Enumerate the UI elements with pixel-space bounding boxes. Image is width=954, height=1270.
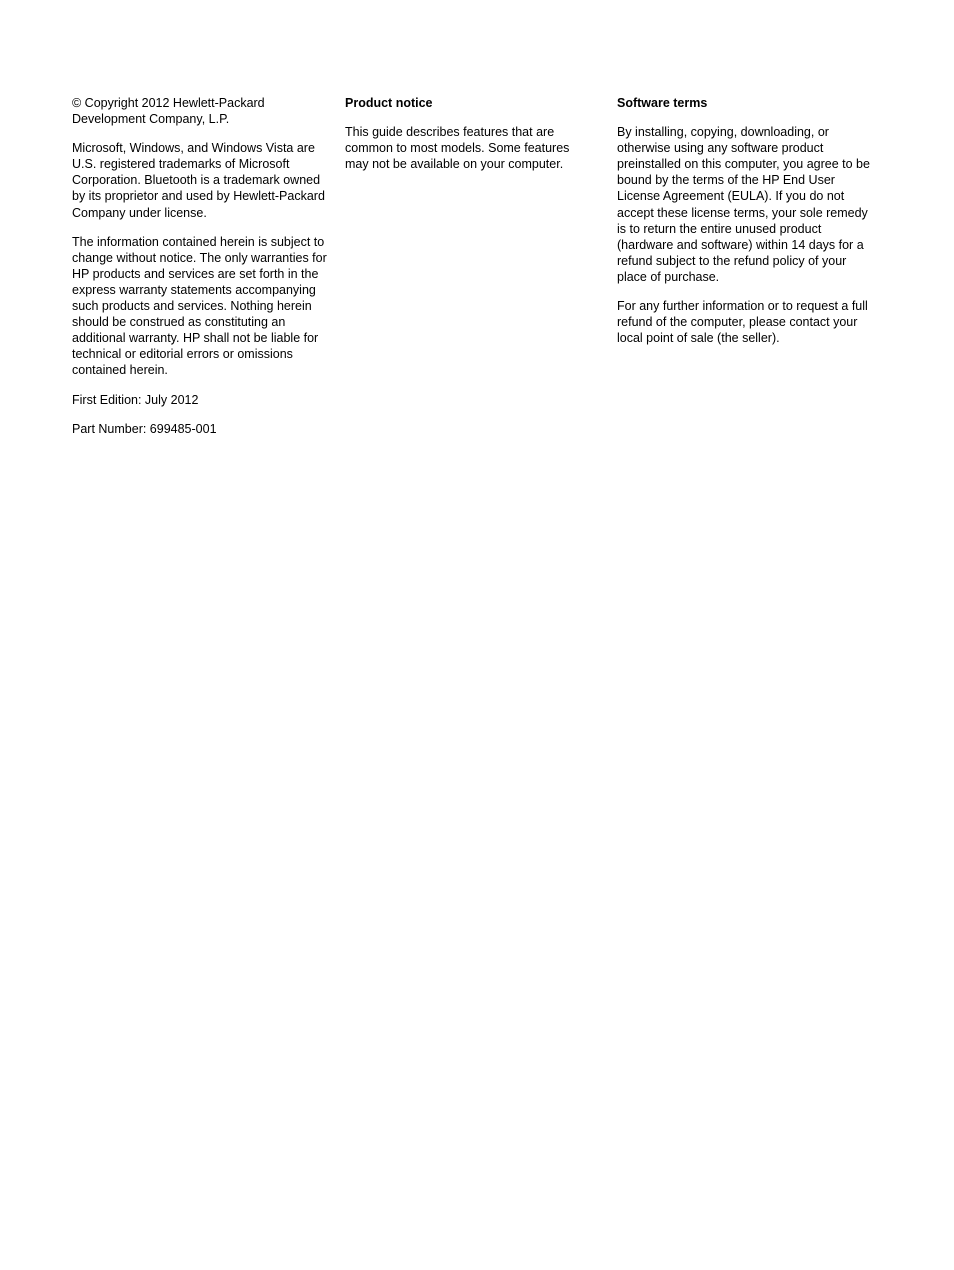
software-terms-further-info: For any further information or to request a full refund of the computer, please contact your local point of sale (the seller). (617, 299, 868, 346)
trademarks-text: Microsoft, Windows, and Windows Vista are U.S. registered trademarks of Microsoft Corporation. Bluetooth is a trademark owned by its proprietor and used by Hewlett-Packard Company under license. (72, 141, 325, 220)
legal-column (72, 95, 332, 450)
disclaimer-text: The information contained herein is subject to change without notice. The only warranties for HP products and services are set forth in the express warranty statements accompanying such products and services. Nothing herein should be construed as constituting an additional warranty. HP shall not be liable for technical or editorial errors or omissions contained herein. (72, 234, 327, 378)
copyright-text: © Copyright 2012 Hewlett-Packard Development Company, L.P. (72, 96, 265, 127)
product-notice-body: This guide describes features that are common to most models. Some features may not be available on your computer. (345, 125, 570, 172)
software-terms-body: By installing, copying, downloading, or otherwise using any software product preinstalled on this computer, you agree to be bound by the terms of the HP End User License Agreement (EULA). If you do not accept these license terms, your sole remedy is to return the entire unused product (hardware and software) within 14 days for a refund subject to the refund policy of your place of purchase. (617, 125, 870, 284)
product-notice-heading: Product notice (345, 96, 433, 110)
part-number-text: Part Number: 699485-001 (72, 421, 217, 436)
edition-text: First Edition: July 2012 (72, 392, 199, 407)
software-terms-column (617, 95, 877, 359)
product-notice-column (345, 95, 595, 185)
software-terms-heading: Software terms (617, 96, 708, 110)
